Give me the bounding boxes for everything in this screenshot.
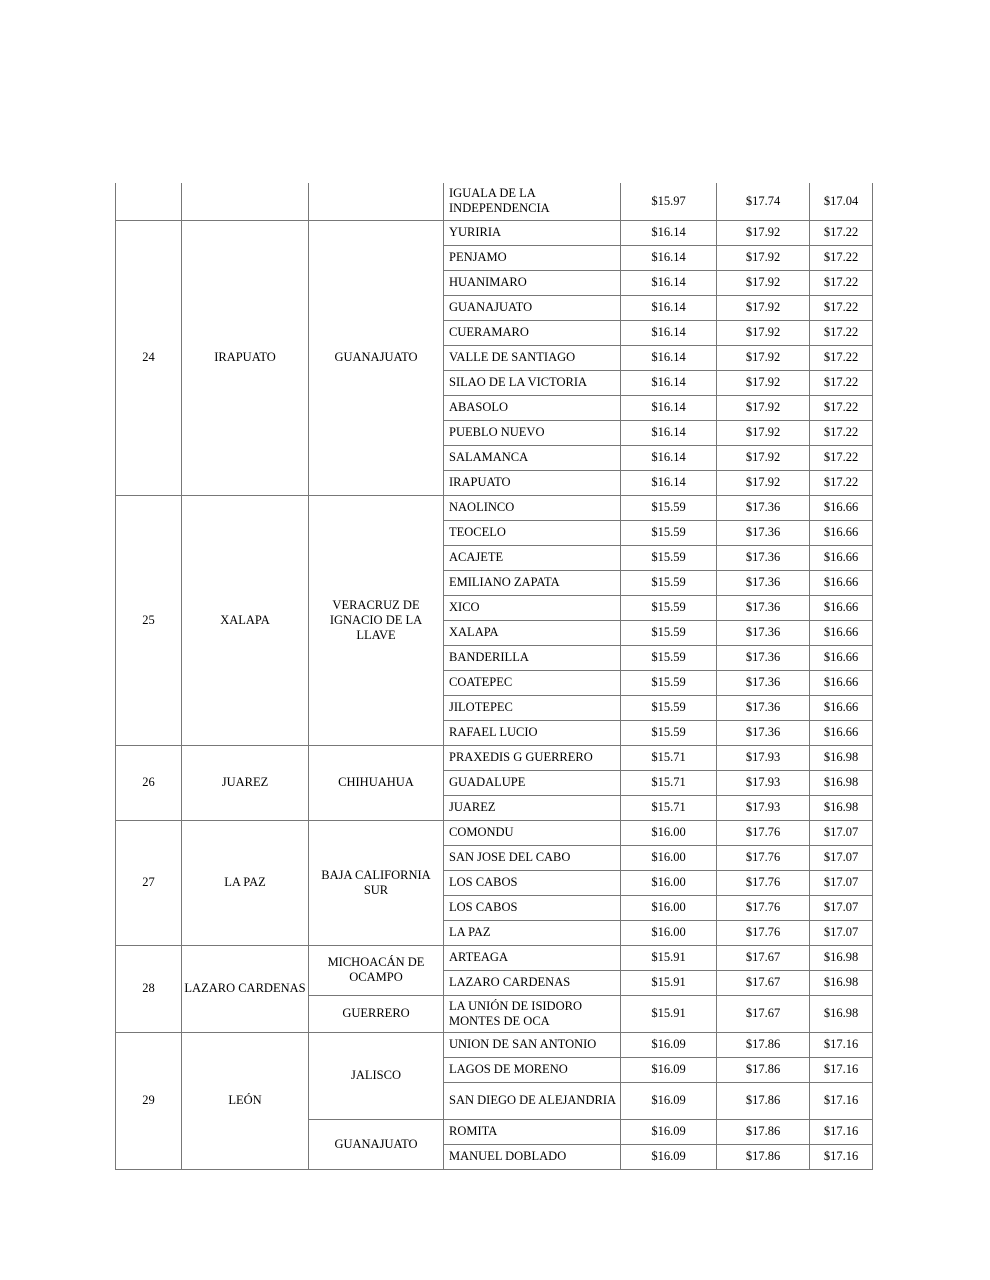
city-cell: RAFAEL LUCIO xyxy=(444,720,621,745)
price-2-cell: $17.76 xyxy=(717,845,810,870)
price-table xyxy=(115,183,873,1170)
price-1-cell: $15.71 xyxy=(621,770,717,795)
price-3-cell: $16.66 xyxy=(810,720,873,745)
price-2-cell: $17.86 xyxy=(717,1144,810,1169)
city-cell: ABASOLO xyxy=(444,395,621,420)
price-3-cell: $17.16 xyxy=(810,1119,873,1144)
state-cell: GUANAJUATO xyxy=(309,220,444,495)
price-2-cell: $17.36 xyxy=(717,570,810,595)
price-2-cell: $17.92 xyxy=(717,320,810,345)
price-1-cell: $15.59 xyxy=(621,595,717,620)
table-row xyxy=(116,495,873,520)
price-1-cell: $16.14 xyxy=(621,270,717,295)
state-cell: VERACRUZ DE IGNACIO DE LA LLAVE xyxy=(309,495,444,745)
price-3-cell: $17.16 xyxy=(810,1032,873,1057)
price-2-cell: $17.76 xyxy=(717,820,810,845)
city-cell: JILOTEPEC xyxy=(444,695,621,720)
price-1-cell: $15.91 xyxy=(621,970,717,995)
price-3-cell: $16.98 xyxy=(810,995,873,1032)
city-cell: LA PAZ xyxy=(444,920,621,945)
price-3-cell: $17.22 xyxy=(810,370,873,395)
state-cell: JALISCO xyxy=(309,1032,444,1119)
price-2-cell: $17.76 xyxy=(717,920,810,945)
price-3-cell: $16.66 xyxy=(810,495,873,520)
price-3-cell: $16.66 xyxy=(810,620,873,645)
table-row xyxy=(116,183,873,220)
price-2-cell: $17.36 xyxy=(717,595,810,620)
price-3-cell: $17.16 xyxy=(810,1144,873,1169)
price-3-cell: $17.07 xyxy=(810,820,873,845)
table-row xyxy=(116,220,873,245)
number-cell xyxy=(116,183,182,220)
price-3-cell: $16.98 xyxy=(810,745,873,770)
number-cell: 27 xyxy=(116,820,182,945)
city-cell: LAZARO CARDENAS xyxy=(444,970,621,995)
city-cell: IRAPUATO xyxy=(444,470,621,495)
price-2-cell: $17.92 xyxy=(717,445,810,470)
city-cell: PUEBLO NUEVO xyxy=(444,420,621,445)
city-cell: XALAPA xyxy=(444,620,621,645)
city-cell: PENJAMO xyxy=(444,245,621,270)
price-2-cell: $17.36 xyxy=(717,645,810,670)
zone-cell xyxy=(182,183,309,220)
price-1-cell: $15.59 xyxy=(621,720,717,745)
city-cell: ACAJETE xyxy=(444,545,621,570)
table-row xyxy=(116,1032,873,1057)
zone-cell: LA PAZ xyxy=(182,820,309,945)
price-1-cell: $15.59 xyxy=(621,570,717,595)
price-2-cell: $17.36 xyxy=(717,520,810,545)
price-2-cell: $17.92 xyxy=(717,345,810,370)
zone-cell: LAZARO CARDENAS xyxy=(182,945,309,1032)
city-cell: LOS CABOS xyxy=(444,895,621,920)
price-1-cell: $15.91 xyxy=(621,945,717,970)
price-2-cell: $17.36 xyxy=(717,495,810,520)
price-1-cell: $16.00 xyxy=(621,820,717,845)
price-1-cell: $15.59 xyxy=(621,545,717,570)
number-cell: 29 xyxy=(116,1032,182,1169)
price-3-cell: $16.98 xyxy=(810,770,873,795)
price-3-cell: $16.66 xyxy=(810,545,873,570)
price-2-cell: $17.76 xyxy=(717,870,810,895)
price-3-cell: $17.04 xyxy=(810,183,873,220)
price-1-cell: $15.59 xyxy=(621,670,717,695)
price-2-cell: $17.36 xyxy=(717,720,810,745)
price-1-cell: $16.09 xyxy=(621,1144,717,1169)
price-1-cell: $15.91 xyxy=(621,995,717,1032)
price-2-cell: $17.67 xyxy=(717,970,810,995)
number-cell: 24 xyxy=(116,220,182,495)
city-cell: CUERAMARO xyxy=(444,320,621,345)
price-1-cell: $16.00 xyxy=(621,895,717,920)
state-cell: GUANAJUATO xyxy=(309,1119,444,1169)
state-cell: MICHOACÁN DE OCAMPO xyxy=(309,945,444,995)
price-1-cell: $15.59 xyxy=(621,495,717,520)
state-cell xyxy=(309,183,444,220)
price-2-cell: $17.86 xyxy=(717,1082,810,1119)
price-3-cell: $17.07 xyxy=(810,895,873,920)
city-cell: SALAMANCA xyxy=(444,445,621,470)
price-3-cell: $17.22 xyxy=(810,320,873,345)
city-cell: GUADALUPE xyxy=(444,770,621,795)
price-1-cell: $15.59 xyxy=(621,645,717,670)
city-cell: SAN JOSE DEL CABO xyxy=(444,845,621,870)
price-2-cell: $17.92 xyxy=(717,370,810,395)
zone-cell: JUAREZ xyxy=(182,745,309,820)
price-3-cell: $16.98 xyxy=(810,795,873,820)
city-cell: SILAO DE LA VICTORIA xyxy=(444,370,621,395)
price-3-cell: $17.16 xyxy=(810,1057,873,1082)
price-1-cell: $16.09 xyxy=(621,1082,717,1119)
price-1-cell: $16.14 xyxy=(621,445,717,470)
price-1-cell: $16.00 xyxy=(621,845,717,870)
price-1-cell: $16.09 xyxy=(621,1057,717,1082)
city-cell: ROMITA xyxy=(444,1119,621,1144)
city-cell: BANDERILLA xyxy=(444,645,621,670)
price-2-cell: $17.67 xyxy=(717,995,810,1032)
city-cell: UNION DE SAN ANTONIO xyxy=(444,1032,621,1057)
city-cell: GUANAJUATO xyxy=(444,295,621,320)
price-2-cell: $17.67 xyxy=(717,945,810,970)
price-2-cell: $17.92 xyxy=(717,395,810,420)
price-1-cell: $16.09 xyxy=(621,1119,717,1144)
price-1-cell: $16.14 xyxy=(621,470,717,495)
price-3-cell: $16.66 xyxy=(810,570,873,595)
city-cell: VALLE DE SANTIAGO xyxy=(444,345,621,370)
city-cell: PRAXEDIS G GUERRERO xyxy=(444,745,621,770)
price-2-cell: $17.36 xyxy=(717,620,810,645)
price-2-cell: $17.92 xyxy=(717,245,810,270)
price-3-cell: $16.66 xyxy=(810,520,873,545)
price-2-cell: $17.93 xyxy=(717,745,810,770)
table-row xyxy=(116,820,873,845)
zone-cell: LEÓN xyxy=(182,1032,309,1169)
price-1-cell: $16.14 xyxy=(621,345,717,370)
price-1-cell: $16.09 xyxy=(621,1032,717,1057)
zone-cell: IRAPUATO xyxy=(182,220,309,495)
table-row xyxy=(116,945,873,970)
price-1-cell: $16.14 xyxy=(621,295,717,320)
price-3-cell: $16.66 xyxy=(810,695,873,720)
price-3-cell: $17.07 xyxy=(810,920,873,945)
price-3-cell: $17.22 xyxy=(810,395,873,420)
price-3-cell: $17.22 xyxy=(810,245,873,270)
price-1-cell: $15.59 xyxy=(621,695,717,720)
city-cell: LAGOS DE MORENO xyxy=(444,1057,621,1082)
price-1-cell: $16.14 xyxy=(621,220,717,245)
state-cell: CHIHUAHUA xyxy=(309,745,444,820)
price-2-cell: $17.92 xyxy=(717,470,810,495)
city-cell: XICO xyxy=(444,595,621,620)
price-3-cell: $17.07 xyxy=(810,870,873,895)
zone-cell: XALAPA xyxy=(182,495,309,745)
city-cell: COMONDU xyxy=(444,820,621,845)
number-cell: 26 xyxy=(116,745,182,820)
price-1-cell: $16.00 xyxy=(621,870,717,895)
price-2-cell: $17.36 xyxy=(717,695,810,720)
price-1-cell: $16.14 xyxy=(621,395,717,420)
price-2-cell: $17.74 xyxy=(717,183,810,220)
price-2-cell: $17.92 xyxy=(717,420,810,445)
price-3-cell: $16.66 xyxy=(810,645,873,670)
price-1-cell: $15.59 xyxy=(621,520,717,545)
price-3-cell: $17.22 xyxy=(810,445,873,470)
price-1-cell: $16.14 xyxy=(621,320,717,345)
city-cell: MANUEL DOBLADO xyxy=(444,1144,621,1169)
city-cell: TEOCELO xyxy=(444,520,621,545)
price-3-cell: $17.22 xyxy=(810,295,873,320)
price-3-cell: $17.16 xyxy=(810,1082,873,1119)
city-cell: NAOLINCO xyxy=(444,495,621,520)
city-cell: COATEPEC xyxy=(444,670,621,695)
price-2-cell: $17.93 xyxy=(717,770,810,795)
price-3-cell: $17.22 xyxy=(810,345,873,370)
price-3-cell: $17.22 xyxy=(810,270,873,295)
state-cell: GUERRERO xyxy=(309,995,444,1032)
price-2-cell: $17.76 xyxy=(717,895,810,920)
city-cell: IGUALA DE LA INDEPENDENCIA xyxy=(444,183,621,220)
price-2-cell: $17.92 xyxy=(717,295,810,320)
price-2-cell: $17.86 xyxy=(717,1119,810,1144)
price-3-cell: $16.98 xyxy=(810,970,873,995)
city-cell: SAN DIEGO DE ALEJANDRIA xyxy=(444,1082,621,1119)
price-1-cell: $15.59 xyxy=(621,620,717,645)
city-cell: YURIRIA xyxy=(444,220,621,245)
state-cell: BAJA CALIFORNIA SUR xyxy=(309,820,444,945)
price-2-cell: $17.36 xyxy=(717,670,810,695)
price-2-cell: $17.92 xyxy=(717,270,810,295)
price-1-cell: $15.71 xyxy=(621,745,717,770)
price-3-cell: $17.22 xyxy=(810,470,873,495)
price-3-cell: $16.98 xyxy=(810,945,873,970)
price-3-cell: $17.22 xyxy=(810,220,873,245)
price-2-cell: $17.92 xyxy=(717,220,810,245)
price-1-cell: $15.97 xyxy=(621,183,717,220)
price-1-cell: $16.14 xyxy=(621,420,717,445)
price-1-cell: $16.00 xyxy=(621,920,717,945)
price-1-cell: $16.14 xyxy=(621,370,717,395)
price-1-cell: $15.71 xyxy=(621,795,717,820)
price-1-cell: $16.14 xyxy=(621,245,717,270)
table-row xyxy=(116,745,873,770)
price-2-cell: $17.36 xyxy=(717,545,810,570)
city-cell: LOS CABOS xyxy=(444,870,621,895)
price-3-cell: $17.07 xyxy=(810,845,873,870)
city-cell: LA UNIÓN DE ISIDORO MONTES DE OCA xyxy=(444,995,621,1032)
city-cell: HUANIMARO xyxy=(444,270,621,295)
price-2-cell: $17.93 xyxy=(717,795,810,820)
number-cell: 28 xyxy=(116,945,182,1032)
price-2-cell: $17.86 xyxy=(717,1032,810,1057)
city-cell: ARTEAGA xyxy=(444,945,621,970)
price-3-cell: $16.66 xyxy=(810,595,873,620)
city-cell: EMILIANO ZAPATA xyxy=(444,570,621,595)
price-3-cell: $17.22 xyxy=(810,420,873,445)
number-cell: 25 xyxy=(116,495,182,745)
price-3-cell: $16.66 xyxy=(810,670,873,695)
price-2-cell: $17.86 xyxy=(717,1057,810,1082)
city-cell: JUAREZ xyxy=(444,795,621,820)
